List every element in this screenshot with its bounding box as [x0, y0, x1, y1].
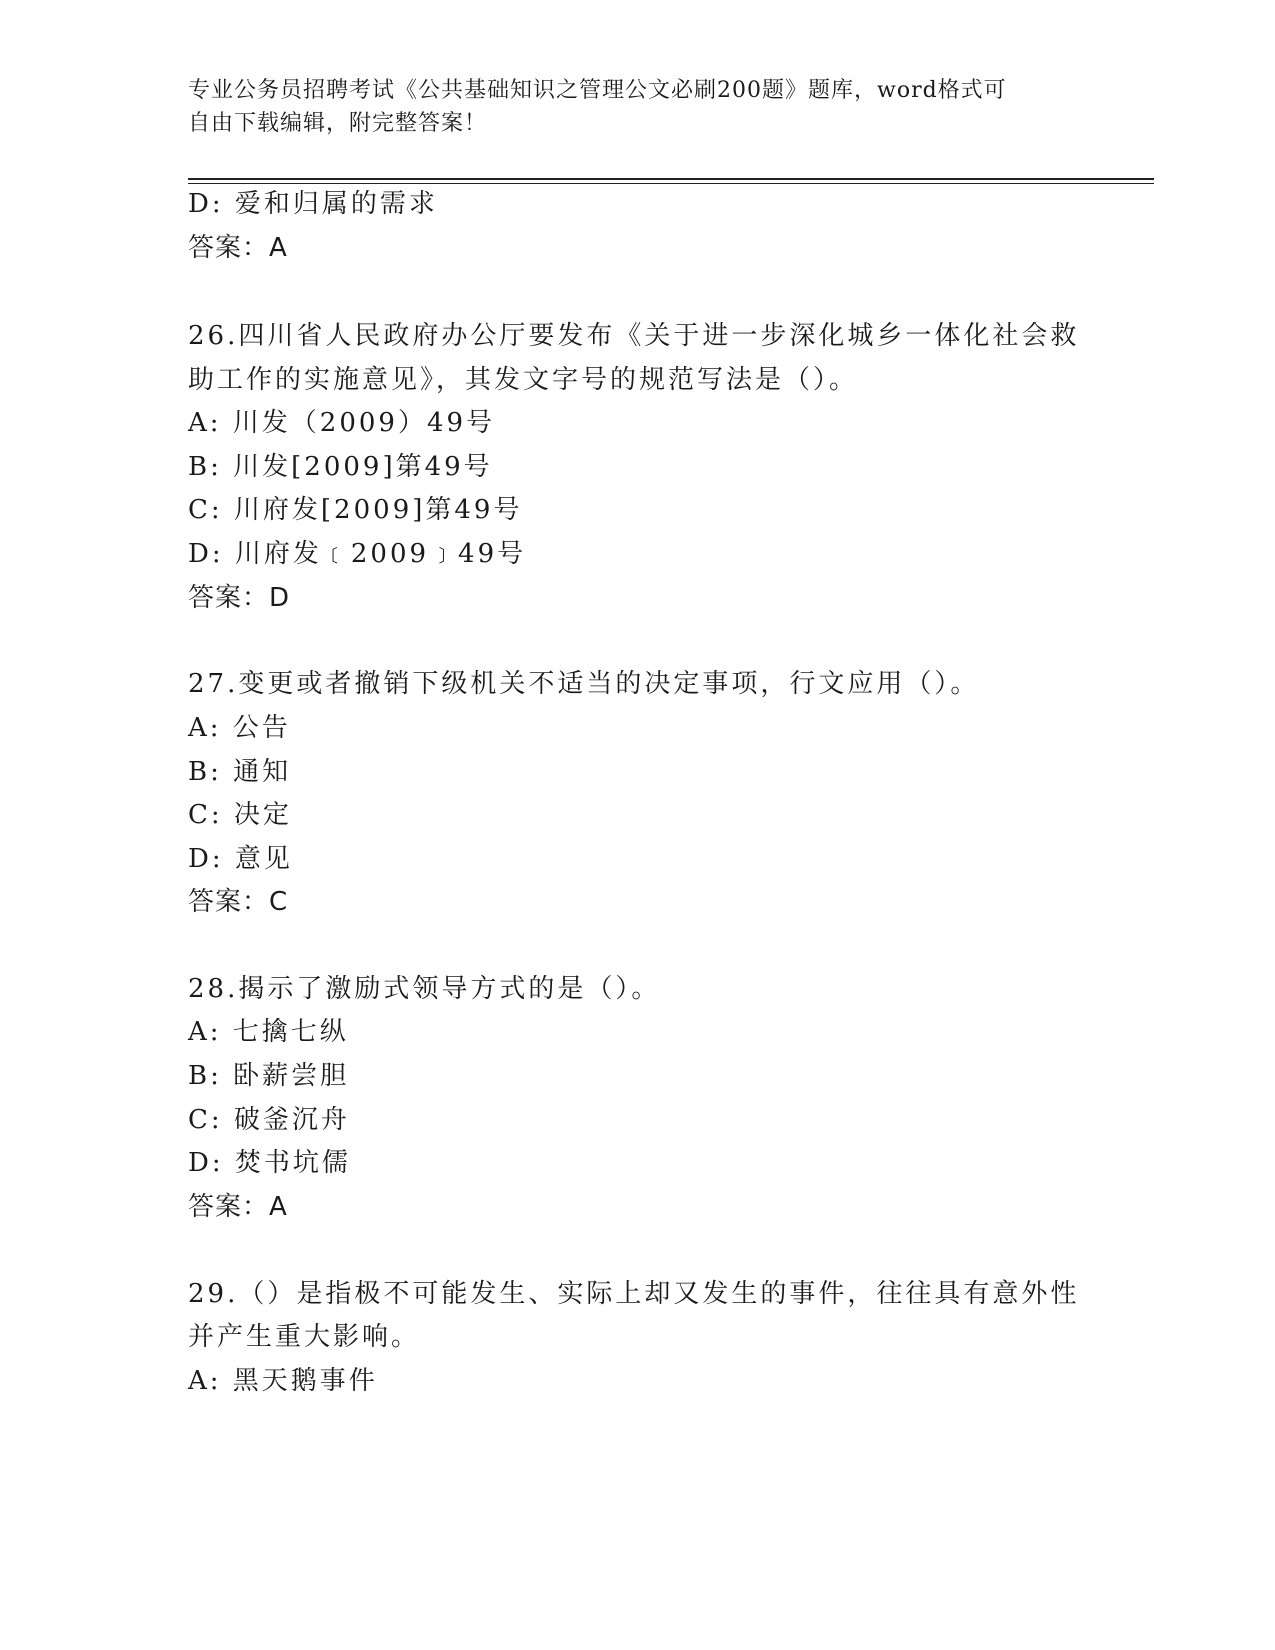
option-line: B: 川发[2009]第49号 [188, 452, 493, 482]
question-line: 28.揭示了激励式领导方式的是（）。 [188, 974, 661, 1004]
answer-line: 答案：A [188, 233, 288, 263]
option-line: D: 川府发﹝2009﹞49号 [188, 539, 527, 569]
option-line: A: 川发（2009）49号 [188, 408, 496, 438]
answer-line: 答案：A [188, 1192, 288, 1222]
option-line: D: 焚书坑儒 [188, 1148, 351, 1178]
option-line: C: 决定 [188, 800, 292, 830]
option-line: D: 意见 [188, 844, 293, 874]
option-line: B: 通知 [188, 757, 292, 787]
option-line: C: 破釜沉舟 [188, 1105, 350, 1135]
question-line: 27.变更或者撤销下级机关不适当的决定事项，行文应用（）。 [188, 669, 980, 699]
header-rule-thin [188, 183, 1154, 184]
question-line: 并产生重大影响。 [188, 1322, 421, 1352]
question-line: 助工作的实施意见》，其发文字号的规范写法是（）。 [188, 365, 859, 395]
answer-line: 答案：C [188, 887, 289, 917]
question-line: 29.（）是指极不可能发生、实际上却又发生的事件，往往具有意外性 [188, 1279, 1080, 1309]
option-line: C: 川府发[2009]第49号 [188, 495, 523, 525]
header-line-2: 自由下载编辑，附完整答案！ [188, 111, 488, 136]
header-line-1: 专业公务员招聘考试《公共基础知识之管理公文必刷200题》题库，word格式可 [188, 78, 1007, 103]
answer-line: 答案：D [188, 583, 291, 613]
option-line: B: 卧薪尝胆 [188, 1061, 350, 1091]
option-line: D: 爱和归属的需求 [188, 189, 438, 219]
document-header [188, 74, 1068, 140]
option-line: A: 七擒七纵 [188, 1017, 349, 1047]
option-line: A: 公告 [188, 713, 291, 743]
question-line: 26.四川省人民政府办公厅要发布《关于进一步深化城乡一体化社会救 [188, 321, 1080, 351]
option-line: A: 黑天鹅事件 [188, 1366, 378, 1396]
header-rule-thick [188, 178, 1154, 180]
